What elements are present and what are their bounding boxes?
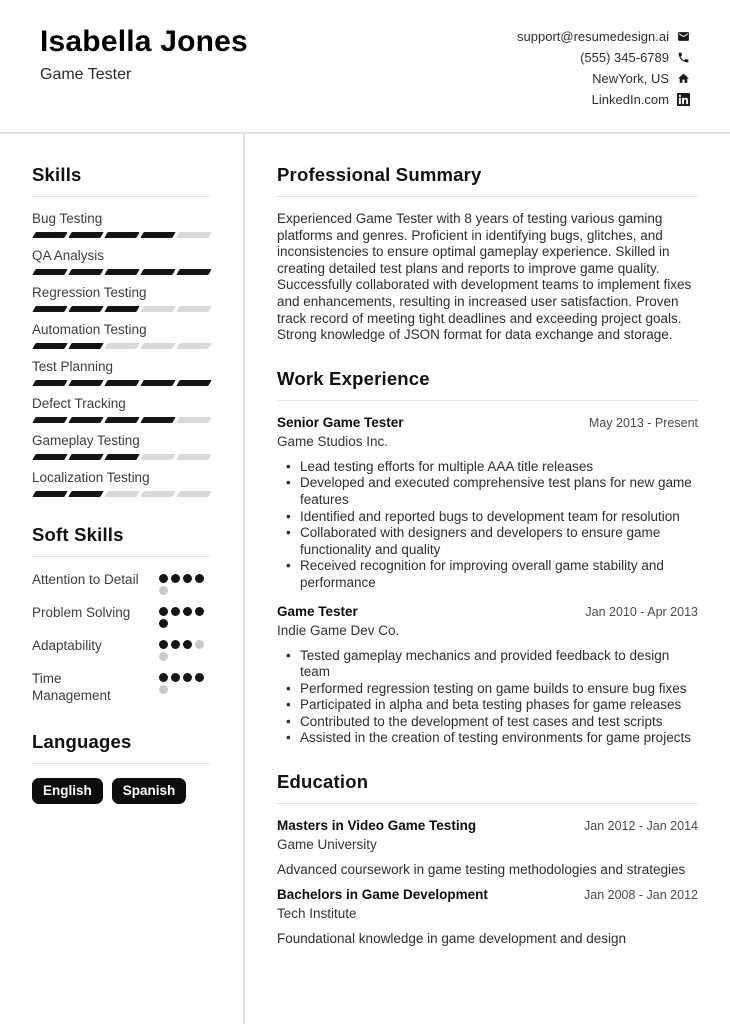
soft-skill-dots [159, 574, 210, 595]
job-bullet [277, 459, 698, 476]
skill-bar-segment [104, 343, 139, 349]
skill-bar [32, 491, 210, 497]
bullet-text: Assisted in the creation of testing environments for game projects [300, 730, 691, 746]
bullet-marker: • [286, 713, 291, 729]
school-name: Game University [277, 837, 377, 853]
bullet-marker: • [286, 458, 291, 474]
rating-dot [183, 574, 192, 583]
job-bullet [277, 558, 698, 591]
home-icon [677, 72, 690, 85]
soft-skill-dots [159, 607, 210, 628]
skill-bar [32, 269, 210, 275]
section-rule [32, 763, 210, 764]
bullet-text: Received recognition for improving overall game stability and performance [300, 558, 664, 590]
section-rule [32, 196, 210, 197]
skill-bar-segment [140, 454, 175, 460]
rating-dot [195, 640, 204, 649]
job-bullet [277, 475, 698, 508]
candidate-title: Game Tester [40, 66, 132, 83]
skill-bar-segment [32, 306, 67, 312]
job-bullet [277, 730, 698, 747]
job-title: Game Tester [277, 603, 358, 619]
skill-bar [32, 417, 210, 423]
skill-label: QA Analysis [32, 248, 105, 263]
soft-skill-label: Time Management [32, 671, 111, 703]
soft-skill-dots [159, 640, 210, 661]
skill-bar-segment [104, 232, 139, 238]
skill-bar-segment [68, 491, 103, 497]
bullet-marker: • [286, 680, 291, 696]
education-header [277, 818, 698, 833]
education-heading: Education [277, 771, 369, 793]
jobs-list [277, 415, 698, 747]
job-dates: May 2013 - Present [588, 415, 698, 430]
skill-bar-segment [176, 269, 211, 275]
skills-section [32, 164, 210, 497]
resume-header [0, 0, 730, 134]
skill-bar-segment [68, 454, 103, 460]
skill-bar-segment [104, 454, 139, 460]
job-bullet [277, 697, 698, 714]
job-bullet [277, 648, 698, 681]
skill-bar-segment [104, 306, 139, 312]
degree-title: Masters in Video Game Testing [277, 818, 477, 834]
rating-dot [159, 574, 168, 583]
skill-label: Automation Testing [32, 322, 147, 337]
skill-bar [32, 380, 210, 386]
language-pill: English [32, 778, 103, 804]
soft-skill-label: Problem Solving [32, 605, 131, 620]
section-rule [32, 556, 210, 557]
job-header [277, 604, 698, 619]
skill-label: Regression Testing [32, 285, 147, 300]
bullet-marker: • [286, 475, 291, 491]
job-company: Game Studios Inc. [277, 433, 389, 449]
bullet-marker: • [286, 697, 291, 713]
skill-bar-segment [68, 269, 103, 275]
rating-dot [159, 640, 168, 649]
soft-skill-item [32, 637, 210, 661]
phone-icon [677, 51, 690, 64]
languages-heading: Languages [32, 731, 132, 752]
sidebar [0, 134, 245, 1024]
job-bullet [277, 681, 698, 698]
skill-bar-segment [104, 491, 139, 497]
experience-heading: Work Experience [277, 367, 430, 389]
soft-skill-item [32, 670, 210, 704]
job-entry [277, 604, 698, 748]
section-rule [277, 196, 698, 197]
main-column [245, 134, 730, 1024]
skill-item [32, 396, 210, 423]
soft-skill-item [32, 571, 210, 595]
soft-skill-dots [159, 673, 210, 694]
skill-bar-segment [104, 269, 139, 275]
soft-skill-label: Adaptability [32, 638, 102, 653]
soft-skills-section [32, 524, 210, 704]
rating-dot [183, 640, 192, 649]
skill-bar-segment [32, 454, 67, 460]
education-description: Advanced coursework in game testing methodologies and strategies [277, 862, 686, 878]
section-rule [277, 803, 698, 804]
job-entry [277, 415, 698, 592]
languages-section [32, 731, 210, 804]
contact-block [517, 24, 690, 110]
skill-bar-segment [68, 380, 103, 386]
section-rule [277, 400, 698, 401]
skill-item [32, 285, 210, 312]
skill-label: Defect Tracking [32, 396, 126, 411]
bullet-text: Lead testing efforts for multiple AAA title releases [300, 458, 594, 474]
contact-email [517, 26, 690, 47]
bullet-text: Participated in alpha and beta testing phases for game releases [300, 697, 682, 713]
rating-dot [159, 673, 168, 682]
rating-dot [195, 607, 204, 616]
education-entry [277, 818, 698, 878]
contact-label: support@resumedesign.ai [517, 29, 669, 44]
bullet-text: Identified and reported bugs to development team for resolution [300, 508, 680, 524]
education-list [277, 818, 698, 947]
skill-bar-segment [104, 380, 139, 386]
bullet-text: Contributed to the development of test cases and test scripts [300, 713, 663, 729]
rating-dot [159, 685, 168, 694]
bullet-marker: • [286, 730, 291, 746]
skill-bar-segment [176, 306, 211, 312]
contact-linkedin [517, 89, 690, 110]
education-header [277, 887, 698, 902]
rating-dot [171, 640, 180, 649]
contact-home [517, 68, 690, 89]
skill-bar-segment [176, 417, 211, 423]
skill-bar-segment [176, 380, 211, 386]
education-section [277, 771, 698, 947]
skill-bar-segment [140, 306, 175, 312]
bullet-text: Performed regression testing on game builds to ensure bug fixes [300, 680, 687, 696]
bullet-marker: • [286, 558, 291, 574]
job-title: Senior Game Tester [277, 414, 404, 430]
skill-bar-segment [104, 417, 139, 423]
skill-label: Test Planning [32, 359, 114, 374]
skill-bar-segment [140, 269, 175, 275]
contact-label: (555) 345-6789 [580, 50, 669, 65]
skills-list [32, 211, 210, 497]
rating-dot [171, 673, 180, 682]
rating-dot [159, 607, 168, 616]
education-dates: Jan 2012 - Jan 2014 [584, 819, 698, 834]
rating-dot [159, 619, 168, 628]
skill-item [32, 470, 210, 497]
resume-body [0, 134, 730, 1024]
job-bullets [277, 459, 698, 592]
bullet-text: Tested gameplay mechanics and provided feedback to design team [300, 647, 670, 680]
degree-title: Bachelors in Game Development [277, 887, 488, 903]
language-pill: Spanish [112, 778, 187, 804]
skill-bar-segment [68, 343, 103, 349]
skill-bar [32, 454, 210, 460]
skill-bar [32, 343, 210, 349]
skill-bar-segment [140, 491, 175, 497]
skill-bar [32, 306, 210, 312]
identity-block [40, 24, 248, 84]
skill-bar-segment [32, 232, 67, 238]
bullet-marker: • [286, 508, 291, 524]
skill-bar-segment [32, 491, 67, 497]
summary-section [277, 164, 698, 344]
soft-skill-item [32, 604, 210, 628]
skill-bar-segment [68, 232, 103, 238]
soft-skills-list [32, 571, 210, 704]
experience-section [277, 368, 698, 747]
education-entry [277, 887, 698, 947]
linkedin-icon [677, 93, 690, 106]
rating-dot [195, 673, 204, 682]
job-bullet [277, 525, 698, 558]
soft-skill-label: Attention to Detail [32, 572, 139, 587]
education-description: Foundational knowledge in game development and design [277, 931, 626, 947]
skill-item [32, 322, 210, 349]
skill-bar-segment [140, 417, 175, 423]
candidate-name: Isabella Jones [40, 25, 248, 58]
summary-text: Experienced Game Tester with 8 years of testing various gaming platforms and genres. Proficient in identifying bugs, glitches, and inconsistencies to ensure optimal gameplay experience. Skilled in creating detailed test plans and reports to improve game quality. Successfully collaborated with development teams to implement fixes and enhancements, resulting in increased user satisfaction. Proven track record of meeting tight deadlines and exceeding project goals. Strong knowledge of JSON format for data exchange and storage. [277, 211, 692, 343]
soft-skills-heading: Soft Skills [32, 524, 124, 545]
skill-label: Gameplay Testing [32, 433, 140, 448]
skill-bar-segment [140, 380, 175, 386]
rating-dot [183, 673, 192, 682]
job-bullets [277, 648, 698, 748]
job-bullet [277, 714, 698, 731]
skill-bar-segment [140, 232, 175, 238]
skill-bar-segment [176, 232, 211, 238]
bullet-marker: • [286, 647, 291, 663]
skill-bar-segment [68, 417, 103, 423]
rating-dot [159, 652, 168, 661]
job-bullet [277, 509, 698, 526]
school-name: Tech Institute [277, 906, 357, 922]
contact-phone [517, 47, 690, 68]
skill-item [32, 211, 210, 238]
skill-bar-segment [32, 343, 67, 349]
skill-item [32, 433, 210, 460]
skill-bar-segment [68, 306, 103, 312]
skill-bar-segment [176, 491, 211, 497]
skill-bar [32, 232, 210, 238]
job-header [277, 415, 698, 430]
bullet-text: Collaborated with designers and developers to ensure game functionality and quality [300, 525, 661, 557]
skill-bar-segment [176, 454, 211, 460]
job-company: Indie Game Dev Co. [277, 622, 400, 638]
skill-label: Bug Testing [32, 211, 103, 226]
email-icon [677, 30, 690, 43]
contact-label: LinkedIn.com [591, 92, 669, 107]
education-dates: Jan 2008 - Jan 2012 [584, 888, 698, 903]
skill-bar-segment [32, 269, 67, 275]
rating-dot [183, 607, 192, 616]
skill-bar-segment [32, 417, 67, 423]
skill-bar-segment [176, 343, 211, 349]
contact-label: NewYork, US [592, 71, 669, 86]
skill-item [32, 359, 210, 386]
skill-bar-segment [140, 343, 175, 349]
rating-dot [171, 607, 180, 616]
skill-bar-segment [32, 380, 67, 386]
skill-label: Localization Testing [32, 470, 150, 485]
skill-item [32, 248, 210, 275]
bullet-text: Developed and executed comprehensive test plans for new game features [300, 475, 692, 507]
languages-list [32, 778, 210, 804]
job-dates: Jan 2010 - Apr 2013 [585, 604, 698, 619]
bullet-marker: • [286, 525, 291, 541]
rating-dot [171, 574, 180, 583]
rating-dot [195, 574, 204, 583]
skills-heading: Skills [32, 164, 82, 185]
rating-dot [159, 586, 168, 595]
summary-heading: Professional Summary [277, 164, 482, 185]
